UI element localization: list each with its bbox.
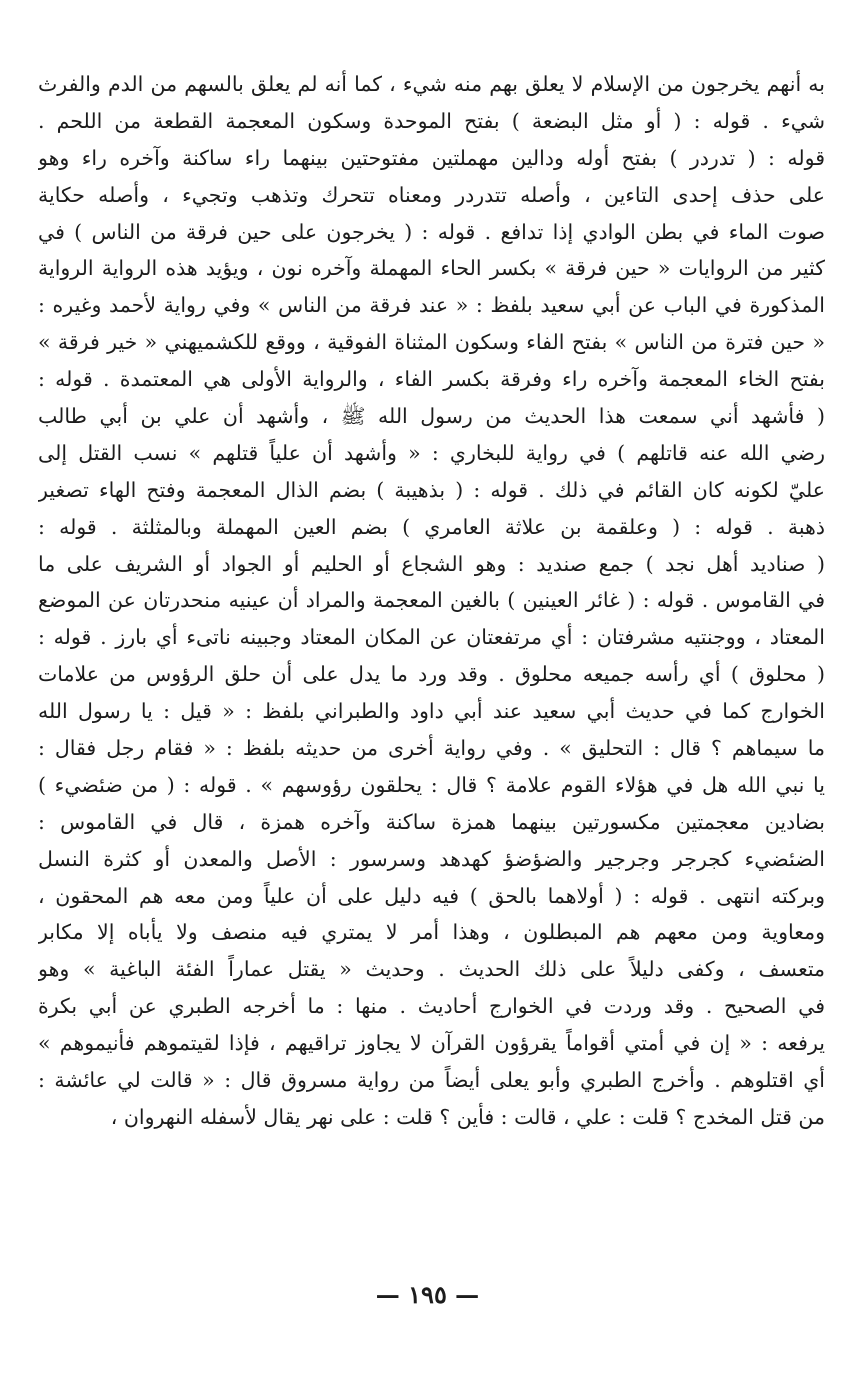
- text-line: صوت الماء في بطن الوادي إذا تدافع . قوله : ( يخرجون على حين فرقة من الناس ) في: [38, 219, 825, 244]
- text-line: كثير من الروايات « حين فرقة » بكسر الحاء المهملة وآخره نون ، ويؤيد هذه الرواية الرواية: [38, 256, 825, 281]
- page-number: — ١٩٥ —: [375, 1280, 480, 1309]
- text-line: يا نبي الله هل في هؤلاء القوم علامة ؟ قال : يحلقون رؤوسهم » . قوله : ( من ضئضيء ): [38, 772, 825, 797]
- text-line: أي اقتلوهم . وأخرج الطبري وأبو يعلى أيضاً من رواية مسروق قال : « قالت لي عائشة :: [38, 1068, 825, 1093]
- text-line: في القاموس . قوله : ( غائر العينين ) بالغين المعجمة والمراد أن عينيه منحدرتان عن الموضع: [38, 588, 825, 613]
- body-text: [38, 66, 825, 1136]
- text-line: في الصحيح . وقد وردت في الخوارج أحاديث . منها : ما أخرجه الطبري عن أبي بكرة: [38, 994, 825, 1019]
- text-line: وبركته انتهى . قوله : ( أولاهما بالحق ) فيه دليل على أن علياً ومن معه هم المحقون ،: [38, 883, 825, 908]
- text-line: ما سيماهم ؟ قال : التحليق » . وفي رواية أخرى من حديثه بلفظ : « فقام رجل فقال :: [38, 736, 825, 761]
- text-line: الضئضيء كجرجر وجرجير والضؤضؤ كهدهد وسرسور : الأصل والمعدن أو كثرة النسل: [38, 846, 825, 871]
- text-line: « حين فترة من الناس » بفتح الفاء وسكون المثناة الفوقية ، ووقع للكشميهني « خير فرقة »: [38, 330, 825, 355]
- text-line: ( فأشهد أني سمعت هذا الحديث من رسول الله ﷺ ، وأشهد أن علي بن أبي طالب: [38, 404, 825, 429]
- text-line: المذكورة في الباب عن أبي سعيد بلفظ : « عند فرقة من الناس » وفي رواية لأحمد وغيره :: [38, 293, 825, 318]
- text-line: شيء . قوله : ( أو مثل البضعة ) بفتح الموحدة وسكون المعجمة القطعة من اللحم .: [38, 108, 825, 133]
- text-line: من قتل المخدج ؟ قلت : علي ، قالت : فأين ؟ قلت : على نهر يقال لأسفله النهروان ،: [110, 1104, 825, 1129]
- text-line: بفتح الخاء المعجمة وآخره راء وفرقة بكسر الفاء ، والرواية الأولى هي المعتمدة . قوله :: [38, 367, 825, 392]
- text-line: به أنهم يخرجون من الإسلام لا يعلق بهم منه شيء ، كما أنه لم يعلق بالسهم من الدم والفرث: [38, 72, 825, 96]
- text-line: بضادين معجمتين مكسورتين بينهما همزة ساكنة وآخره همزة ، قال في القاموس :: [38, 809, 825, 834]
- text-line: قوله : ( تدردر ) بفتح أوله ودالين مهملتين مفتوحتين بينهما راء ساكنة وآخره راء وهو: [38, 145, 825, 170]
- text-line: رضي الله عنه قاتلهم ) في رواية للبخاري : « وأشهد أن علياً قتلهم » نسب القتل إلى: [38, 440, 825, 465]
- text-line: ( محلوق ) أي رأسه جميعه محلوق . وقد ورد ما يدل على أن حلق الرؤوس من علامات: [38, 662, 825, 687]
- text-line: الخوارج كما في حديث أبي سعيد عند أبي داود والطبراني بلفظ : « قيل : يا رسول الله: [38, 699, 825, 724]
- text-line: على حذف إحدى التاءين ، وأصله تتدردر ومعناه تتحرك وتذهب وتجيء ، وأصله حكاية: [38, 182, 825, 207]
- text-line: يرفعه : « إن في أمتي أقواماً يقرؤون القرآن لا يجاوز تراقيهم ، فإذا لقيتموهم فأنيموهم »: [38, 1031, 825, 1056]
- text-line: ومعاوية ومن معهم هم المبطلون ، وهذا أمر لا يمتري فيه منصف ولا يأباه إلا مكابر: [38, 920, 825, 945]
- text-line: ذهبة . قوله : ( وعلقمة بن علاثة العامري ) بضم العين المهملة وبالمثلثة . قوله :: [38, 514, 825, 539]
- text-line: متعسف ، وكفى دليلاً على ذلك الحديث . وحديث « يقتل عماراً الفئة الباغية » وهو: [38, 957, 825, 982]
- text-line: المعتاد ، ووجنتيه مشرفتان : أي مرتفعتان عن المكان المعتاد وجبينه ناتىء أي بارز . قوله :: [38, 625, 825, 650]
- text-line: ( صناديد أهل نجد ) جمع صنديد : وهو الشجاع أو الحليم أو الجواد أو الشريف على ما: [38, 551, 825, 576]
- text-line: عليّ لكونه كان القائم في ذلك . قوله : ( بذهيبة ) بضم الذال المعجمة وفتح الهاء تصغير: [38, 477, 825, 502]
